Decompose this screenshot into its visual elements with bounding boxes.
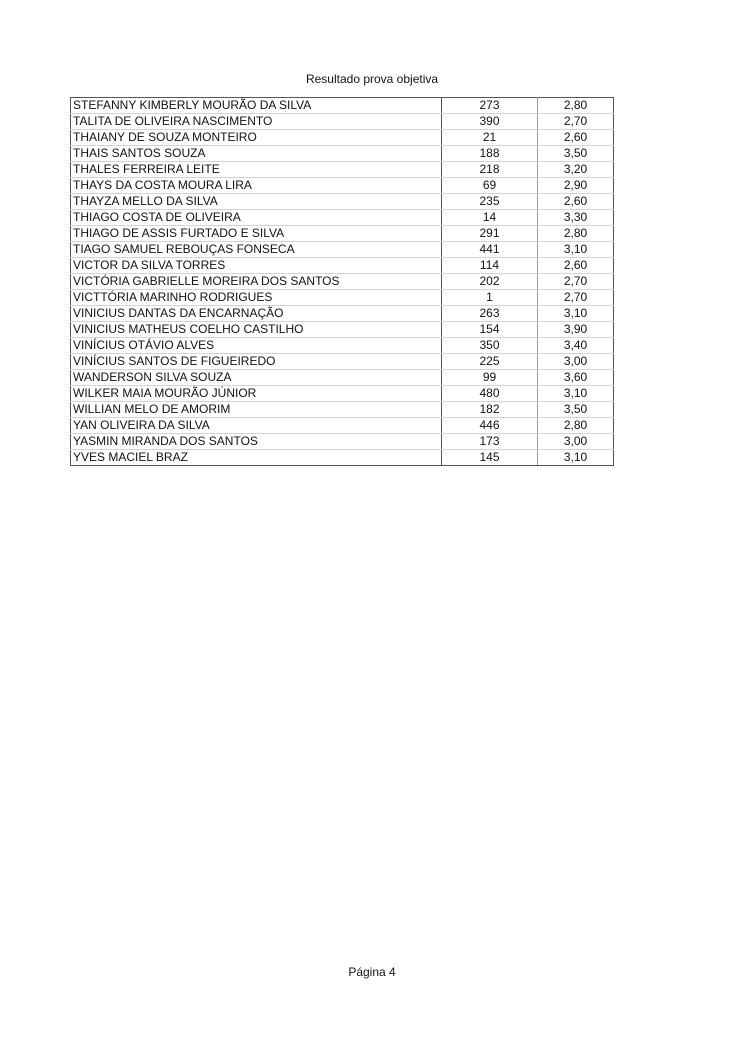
- candidate-name-cell: THALES FERREIRA LEITE: [71, 162, 442, 178]
- candidate-name-cell: VICTÓRIA GABRIELLE MOREIRA DOS SANTOS: [71, 274, 442, 290]
- grade-cell: 3,10: [538, 386, 614, 402]
- results-table-body: [71, 98, 614, 466]
- candidate-name-cell: TIAGO SAMUEL REBOUÇAS FONSECA: [71, 242, 442, 258]
- table-row: [71, 354, 614, 370]
- table-row: [71, 114, 614, 130]
- score-cell: 182: [442, 402, 538, 418]
- grade-cell: 2,70: [538, 274, 614, 290]
- candidate-name-cell: VINÍCIUS SANTOS DE FIGUEIREDO: [71, 354, 442, 370]
- grade-cell: 3,60: [538, 370, 614, 386]
- grade-cell: 3,40: [538, 338, 614, 354]
- table-row: [71, 194, 614, 210]
- grade-cell: 2,60: [538, 258, 614, 274]
- candidate-name-cell: VICTOR DA SILVA TORRES: [71, 258, 442, 274]
- candidate-name-cell: VINICIUS MATHEUS COELHO CASTILHO: [71, 322, 442, 338]
- table-row: [71, 450, 614, 466]
- candidate-name-cell: VINÍCIUS OTÁVIO ALVES: [71, 338, 442, 354]
- results-table: [70, 97, 614, 466]
- score-cell: 350: [442, 338, 538, 354]
- score-cell: 480: [442, 386, 538, 402]
- candidate-name-cell: VICTTÓRIA MARINHO RODRIGUES: [71, 290, 442, 306]
- score-cell: 99: [442, 370, 538, 386]
- candidate-name-cell: YVES MACIEL BRAZ: [71, 450, 442, 466]
- table-row: [71, 98, 614, 114]
- score-cell: 21: [442, 130, 538, 146]
- candidate-name-cell: THAIANY DE SOUZA MONTEIRO: [71, 130, 442, 146]
- score-cell: 441: [442, 242, 538, 258]
- grade-cell: 3,10: [538, 450, 614, 466]
- table-row: [71, 322, 614, 338]
- candidate-name-cell: TALITA DE OLIVEIRA NASCIMENTO: [71, 114, 442, 130]
- score-cell: 14: [442, 210, 538, 226]
- grade-cell: 2,70: [538, 290, 614, 306]
- candidate-name-cell: THAYZA MELLO DA SILVA: [71, 194, 442, 210]
- score-cell: 1: [442, 290, 538, 306]
- grade-cell: 2,90: [538, 178, 614, 194]
- score-cell: 225: [442, 354, 538, 370]
- grade-cell: 3,50: [538, 146, 614, 162]
- table-row: [71, 338, 614, 354]
- candidate-name-cell: WANDERSON SILVA SOUZA: [71, 370, 442, 386]
- table-row: [71, 290, 614, 306]
- score-cell: 173: [442, 434, 538, 450]
- candidate-name-cell: THIAGO DE ASSIS FURTADO E SILVA: [71, 226, 442, 242]
- score-cell: 114: [442, 258, 538, 274]
- score-cell: 446: [442, 418, 538, 434]
- score-cell: 273: [442, 98, 538, 114]
- grade-cell: 3,30: [538, 210, 614, 226]
- candidate-name-cell: THAIS SANTOS SOUZA: [71, 146, 442, 162]
- score-cell: 202: [442, 274, 538, 290]
- table-row: [71, 146, 614, 162]
- candidate-name-cell: THAYS DA COSTA MOURA LIRA: [71, 178, 442, 194]
- grade-cell: 2,70: [538, 114, 614, 130]
- candidate-name-cell: THIAGO COSTA DE OLIVEIRA: [71, 210, 442, 226]
- grade-cell: 2,80: [538, 418, 614, 434]
- score-cell: 263: [442, 306, 538, 322]
- grade-cell: 2,80: [538, 226, 614, 242]
- table-row: [71, 130, 614, 146]
- table-row: [71, 258, 614, 274]
- grade-cell: 2,60: [538, 130, 614, 146]
- candidate-name-cell: VINICIUS DANTAS DA ENCARNAÇÃO: [71, 306, 442, 322]
- grade-cell: 2,80: [538, 98, 614, 114]
- score-cell: 235: [442, 194, 538, 210]
- grade-cell: 3,90: [538, 322, 614, 338]
- score-cell: 291: [442, 226, 538, 242]
- page-title: Resultado prova objetiva: [305, 72, 439, 86]
- score-cell: 145: [442, 450, 538, 466]
- table-row: [71, 162, 614, 178]
- page-number: Página 4: [348, 965, 396, 979]
- table-row: [71, 306, 614, 322]
- score-cell: 390: [442, 114, 538, 130]
- table-row: [71, 402, 614, 418]
- score-cell: 69: [442, 178, 538, 194]
- grade-cell: 3,00: [538, 354, 614, 370]
- grade-cell: 3,10: [538, 242, 614, 258]
- score-cell: 188: [442, 146, 538, 162]
- grade-cell: 3,10: [538, 306, 614, 322]
- table-row: [71, 210, 614, 226]
- table-row: [71, 242, 614, 258]
- candidate-name-cell: STEFANNY KIMBERLY MOURÃO DA SILVA: [71, 98, 442, 114]
- table-row: [71, 274, 614, 290]
- table-row: [71, 370, 614, 386]
- score-cell: 218: [442, 162, 538, 178]
- candidate-name-cell: YAN OLIVEIRA DA SILVA: [71, 418, 442, 434]
- grade-cell: 3,50: [538, 402, 614, 418]
- table-row: [71, 386, 614, 402]
- table-row: [71, 226, 614, 242]
- grade-cell: 3,00: [538, 434, 614, 450]
- candidate-name-cell: WILLIAN MELO DE AMORIM: [71, 402, 442, 418]
- grade-cell: 2,60: [538, 194, 614, 210]
- candidate-name-cell: YASMIN MIRANDA DOS SANTOS: [71, 434, 442, 450]
- table-row: [71, 434, 614, 450]
- table-row: [71, 418, 614, 434]
- grade-cell: 3,20: [538, 162, 614, 178]
- candidate-name-cell: WILKER MAIA MOURÃO JÚNIOR: [71, 386, 442, 402]
- score-cell: 154: [442, 322, 538, 338]
- table-row: [71, 178, 614, 194]
